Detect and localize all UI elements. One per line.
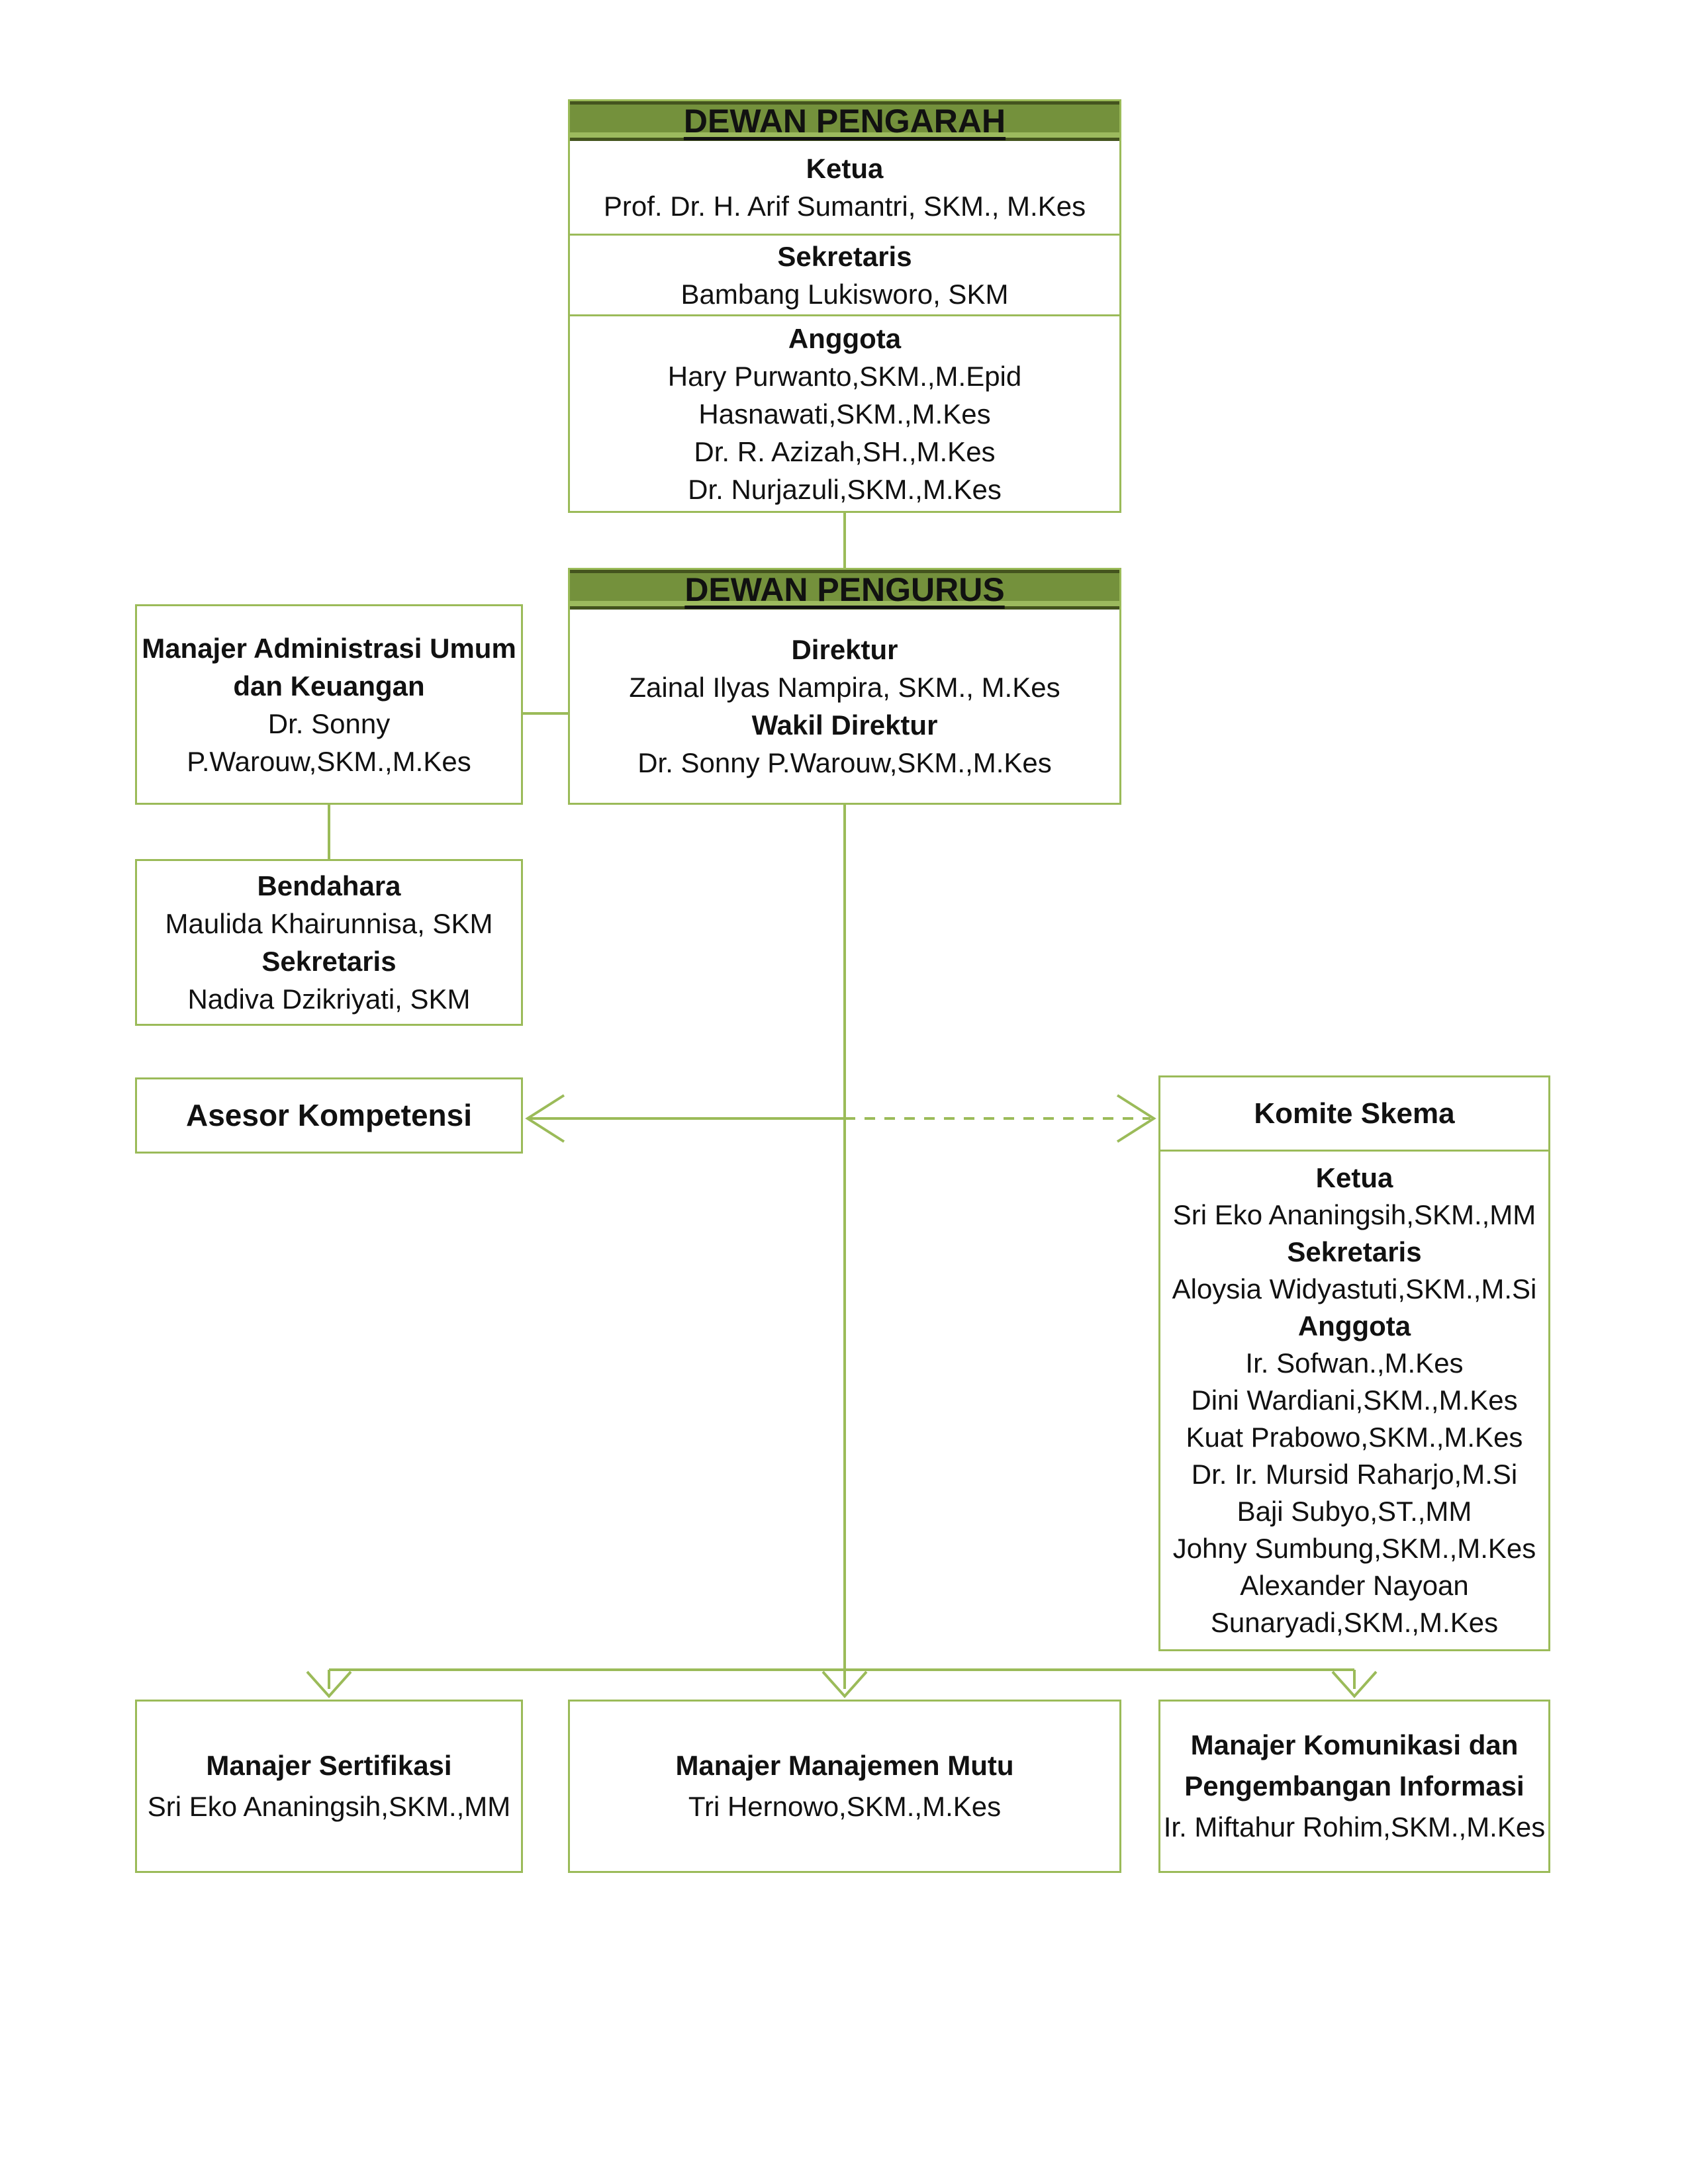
komite-anggota-member: Kuat Prabowo,SKM.,M.Kes (1186, 1422, 1523, 1453)
bendahara-label: Bendahara (257, 870, 401, 901)
dewan-pengarah-anggota-section (570, 314, 1119, 511)
manajer-sertifikasi-name: Sri Eko Ananingsih,SKM.,MM (147, 1791, 511, 1822)
ketua-name: Prof. Dr. H. Arif Sumantri, SKM., M.Kes (603, 191, 1086, 222)
manajer-komunikasi-body (1160, 1702, 1548, 1871)
anggota-member: Hary Purwanto,SKM.,M.Epid (667, 360, 1022, 392)
komite-skema-title: Komite Skema (1254, 1097, 1455, 1130)
komite-anggota-member: Alexander Nayoan (1240, 1570, 1469, 1601)
manajer-admin-box (135, 604, 523, 805)
komite-anggota-member: Dini Wardiani,SKM.,M.Kes (1191, 1385, 1518, 1416)
bendahara-sekretaris-name: Nadiva Dzikriyati, SKM (187, 983, 471, 1015)
dewan-pengurus-box (568, 568, 1121, 805)
arrow-komunikasi-head (1333, 1672, 1376, 1696)
ketua-label: Ketua (806, 153, 884, 184)
komite-anggota-member: Johny Sumbung,SKM.,M.Kes (1172, 1533, 1536, 1564)
bendahara-box (135, 859, 523, 1026)
manajer-admin-name: P.Warouw,SKM.,M.Kes (187, 745, 471, 777)
komite-anggota-label: Anggota (1297, 1310, 1411, 1342)
direktur-label: Direktur (791, 634, 898, 665)
bendahara-name: Maulida Khairunnisa, SKM (165, 908, 493, 939)
dewan-pengarah-title: DEWAN PENGARAH (683, 103, 1006, 140)
dewan-pengarah-ketua-section (570, 141, 1119, 234)
manajer-komunikasi-box (1158, 1700, 1550, 1873)
manajer-mutu-box (568, 1700, 1121, 1873)
dewan-pengarah-box (568, 99, 1121, 513)
komite-anggota-member: Ir. Sofwan.,M.Kes (1245, 1347, 1464, 1379)
komite-ketua-label: Ketua (1315, 1162, 1393, 1193)
komite-anggota-member: Dr. Ir. Mursid Raharjo,M.Si (1191, 1459, 1518, 1490)
anggota-member: Dr. Nurjazuli,SKM.,M.Kes (688, 473, 1002, 505)
manajer-mutu-title: Manajer Manajemen Mutu (675, 1750, 1014, 1781)
arrow-mutu-head (823, 1672, 867, 1696)
manajer-admin-title: Manajer Administrasi Umum (142, 632, 516, 664)
dewan-pengarah-sekretaris-section (570, 234, 1119, 314)
wakil-direktur-name: Dr. Sonny P.Warouw,SKM.,M.Kes (637, 747, 1052, 778)
manajer-admin-body (137, 606, 521, 803)
asesor-kompetensi-title: Asesor Kompetensi (185, 1098, 472, 1132)
dewan-pengurus-header (570, 570, 1119, 610)
komite-sekretaris-label: Sekretaris (1287, 1236, 1422, 1267)
anggota-label: Anggota (788, 322, 902, 354)
asesor-kompetensi-box (135, 1077, 523, 1154)
manajer-admin-title: dan Keuangan (233, 670, 425, 702)
arrow-to-komite-head (1117, 1095, 1154, 1142)
bendahara-sekretaris-label: Sekretaris (261, 946, 397, 977)
manajer-sertifikasi-box (135, 1700, 523, 1873)
manajer-sertifikasi-body (137, 1702, 521, 1871)
sekretaris-name: Bambang Lukisworo, SKM (680, 278, 1009, 310)
dewan-pengurus-body (570, 610, 1119, 803)
komite-skema-body (1160, 1152, 1548, 1649)
manajer-sertifikasi-title: Manajer Sertifikasi (206, 1750, 452, 1781)
komite-skema-box (1158, 1075, 1550, 1651)
komite-ketua-name: Sri Eko Ananingsih,SKM.,MM (1172, 1199, 1536, 1230)
direktur-name: Zainal Ilyas Nampira, SKM., M.Kes (629, 672, 1060, 703)
komite-skema-header (1160, 1077, 1548, 1152)
anggota-member: Dr. R. Azizah,SH.,M.Kes (694, 435, 996, 467)
komite-anggota-member: Sunaryadi,SKM.,M.Kes (1210, 1607, 1499, 1638)
manajer-komunikasi-title: Manajer Komunikasi dan (1190, 1729, 1519, 1760)
dewan-pengarah-header (570, 101, 1119, 141)
manajer-mutu-body (570, 1702, 1119, 1871)
manajer-admin-name: Dr. Sonny (267, 707, 391, 739)
manajer-komunikasi-title: Pengembangan Informasi (1184, 1770, 1524, 1801)
manajer-mutu-name: Tri Hernowo,SKM.,M.Kes (688, 1791, 1002, 1822)
arrow-sertifikasi-head (307, 1672, 351, 1696)
wakil-direktur-label: Wakil Direktur (751, 709, 938, 741)
anggota-member: Hasnawati,SKM.,M.Kes (698, 398, 991, 430)
asesor-body (137, 1079, 521, 1152)
manajer-komunikasi-name: Ir. Miftahur Rohim,SKM.,M.Kes (1163, 1811, 1546, 1843)
komite-anggota-member: Baji Subyo,ST.,MM (1237, 1496, 1472, 1527)
arrow-to-asesor-head (528, 1095, 564, 1142)
sekretaris-label: Sekretaris (777, 240, 912, 272)
komite-sekretaris-name: Aloysia Widyastuti,SKM.,M.Si (1172, 1273, 1537, 1304)
dewan-pengurus-title: DEWAN PENGURUS (684, 571, 1005, 608)
bendahara-body (137, 861, 521, 1024)
